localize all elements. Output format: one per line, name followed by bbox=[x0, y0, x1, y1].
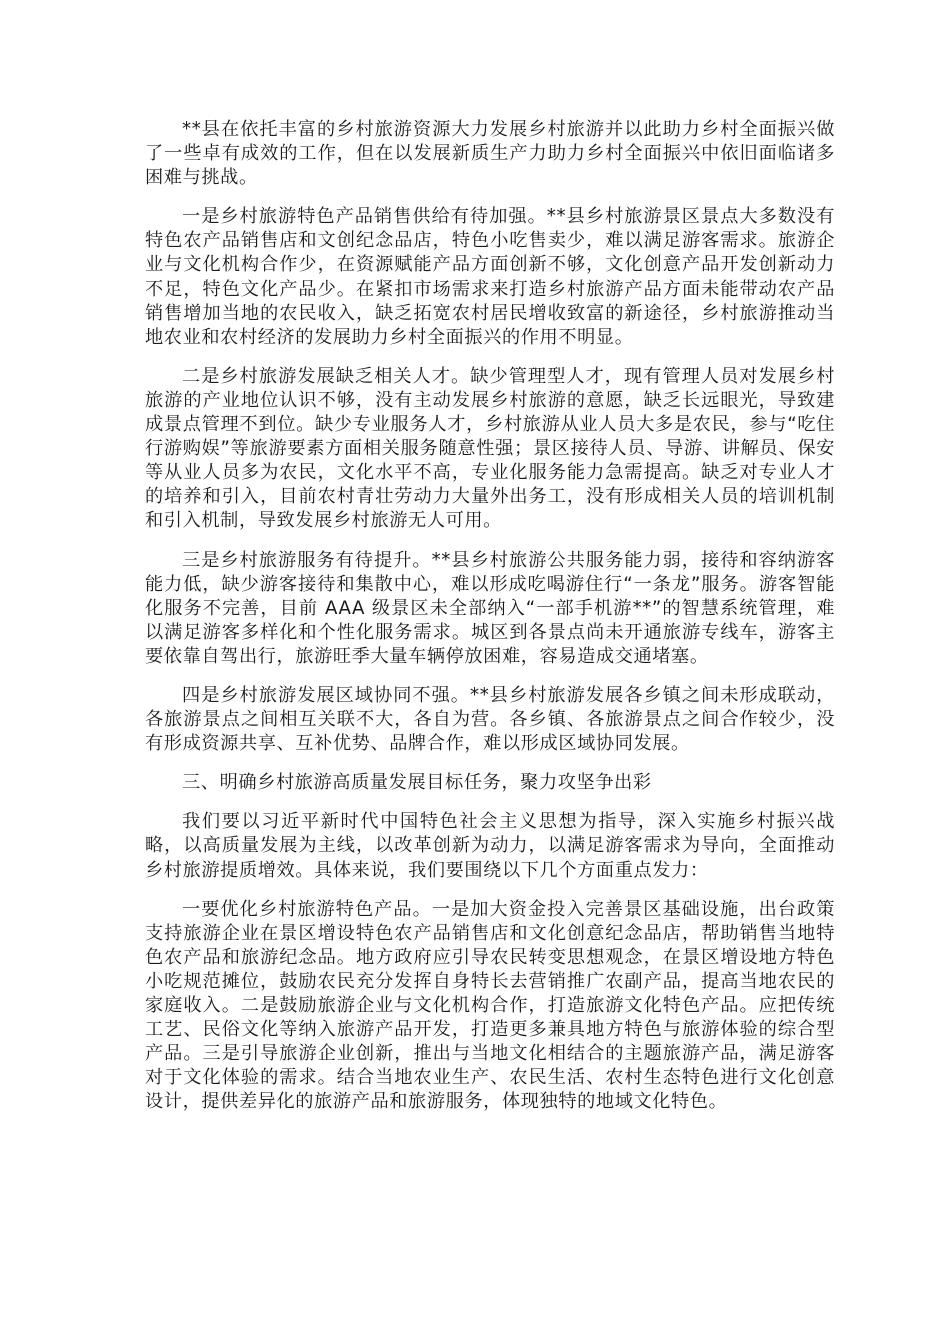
intro-paragraph: **县在依托丰富的乡村旅游资源大力发展乡村旅游并以此助力乡村全面振兴做了一些卓有成效的工作，但在以发展新质生产力助力乡村全面振兴中依旧面临诸多困难与挑战。 bbox=[145, 119, 835, 189]
issue-4-paragraph: 四是乡村旅游发展区域协同不强。**县乡村旅游发展各乡镇之间未形成联动，各旅游景点之间相互关联不大，各自为营。各乡镇、各旅游景点之间合作较少，没有形成资源共享、互补优势、品牌合作，难以形成区域协同发展。 bbox=[145, 684, 835, 755]
section-intro-paragraph: 我们要以习近平新时代中国特色社会主义思想为指导，深入实施乡村振兴战略，以高质量发展为主线，以改革创新为动力，以满足游客需求为导向，全面推动乡村旅游提质增效。具体来说，我们要围绕以下几个方面重点发力： bbox=[145, 811, 835, 881]
issue-2-paragraph: 二是乡村旅游发展缺乏相关人才。缺少管理型人才，现有管理人员对发展乡村旅游的产业地位认识不够，没有主动发展乡村旅游的意愿，缺乏长远眼光，导致建成景点管理不到位。缺少专业服务人才，乡村旅游从业人员大多是农民，参与“吃住行游购娱”等旅游要素方面相关服务随意性强；景区接待人员、导游、讲解员、保安等从业人员多为农民，文化水平不高，专业化服务能力急需提高。缺乏对专业人才的培养和引入，目前农村青壮劳动力大量外出务工，没有形成相关人员的培训机制和引入机制，导致发展乡村旅游无人可用。 bbox=[145, 365, 835, 532]
document-page bbox=[145, 118, 835, 1129]
issue-3-paragraph: 三是乡村旅游服务有待提升。**县乡村旅游公共服务能力弱，接待和容纳游客能力低，缺少游客接待和集散中心，难以形成吃喝游住行“一条龙”服务。游客智能化服务不完善，目前 AAA 级景区未全部纳入“一部手机游**”的智慧系统管理，难以满足游客多样化和个性化服务需求。城区到各景点尚未开通旅游专线车，游客主要依靠自驾出行，旅游旺季大量车辆停放困难，容易造成交通堵塞。 bbox=[145, 549, 835, 667]
issue-1-paragraph: 一是乡村旅游特色产品销售供给有待加强。**县乡村旅游景区景点大多数没有特色农产品销售店和文创纪念品店，特色小吃售卖少，难以满足游客需求。旅游企业与文化机构合作少，在资源赋能产品方面创新不够，文化创意产品开发创新动力不足，特色文化产品少。在紧扣市场需求来打造乡村旅游产品方面未能带动农产品销售增加当地的农民收入，缺乏拓宽农村居民增收致富的新途径，乡村旅游推动当地农业和农村经济的发展助力乡村全面振兴的作用不明显。 bbox=[145, 206, 835, 348]
task-1-paragraph: 一要优化乡村旅游特色产品。一是加大资金投入完善景区基础设施，出台政策支持旅游企业在景区增设特色农产品销售店和文化创意纪念品店，帮助销售当地特色农产品和旅游纪念品。地方政府应引导农民转变思想观念，在景区增设地方特色小吃规范摊位，鼓励农民充分发挥自身特长去营销推广农副产品，提高当地农民的家庭收入。二是鼓励旅游企业与文化机构合作，打造旅游文化特色产品。应把传统工艺、民俗文化等纳入旅游产品开发，打造更多兼具地方特色与旅游体验的综合型产品。三是引导旅游企业创新，推出与当地文化相结合的主题旅游产品，满足游客对于文化体验的需求。结合当地农业生产、农民生活、农村生态特色进行文化创意设计，提供差异化的旅游产品和旅游服务，体现独特的地域文化特色。 bbox=[145, 898, 835, 1113]
section-heading: 三、明确乡村旅游高质量发展目标任务，聚力攻坚争出彩 bbox=[182, 772, 652, 794]
